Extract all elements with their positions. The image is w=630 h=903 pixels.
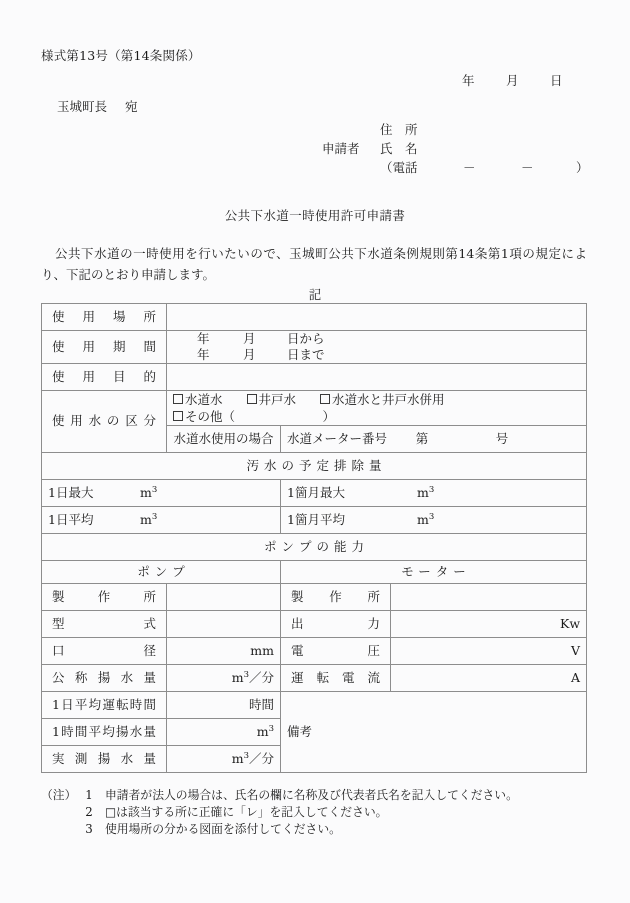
pump-hourly-avg-unit: $m^3$ — [256, 723, 274, 739]
tel-dash-2: － — [521, 160, 534, 175]
pump-maker-label-cell — [42, 584, 167, 611]
table-row-sewage-header — [42, 453, 587, 480]
intro-paragraph: 公共下水道の一時使用を行いたいので、玉城町公共下水道条例規則第14条第1項の規定により、下記のとおり申請します。 — [41, 246, 587, 282]
meter-number-cell[interactable] — [281, 426, 587, 453]
pump-maker-label: 製作所 — [52, 588, 156, 604]
date-year-label: 年 — [462, 73, 475, 88]
pump-bore-label: 口径 — [52, 642, 156, 658]
motor-voltage-label: 電圧 — [291, 642, 380, 658]
sewage-monthly-avg-label: 1箇月平均 — [287, 511, 345, 527]
pump-nominal-value-cell[interactable] — [167, 665, 281, 692]
pump-measured-value-cell[interactable] — [167, 746, 281, 773]
checkbox-tapwater[interactable] — [173, 391, 223, 408]
note-3-num: 3 — [85, 822, 93, 836]
meter-dai-label: 第 — [415, 430, 429, 446]
period-from-month: 月 — [243, 331, 256, 346]
telephone-field — [380, 158, 589, 177]
pump-nominal-label: 公称揚水量 — [52, 669, 156, 685]
checkbox-other-close: ） — [322, 409, 336, 424]
table-row-purpose — [42, 364, 587, 391]
pump-daily-hours-label-cell — [42, 692, 167, 719]
table-row-model-output — [42, 611, 587, 638]
pump-measured-label-cell — [42, 746, 167, 773]
place-label-cell — [42, 304, 167, 331]
table-row-sewage-avg — [42, 507, 587, 534]
place-label: 使用場所 — [52, 308, 156, 324]
checkbox-tapwater-label: 水道水 — [185, 392, 223, 407]
checkbox-both[interactable] — [320, 391, 445, 408]
motor-maker-label-cell — [281, 584, 391, 611]
note-row-1 — [41, 787, 601, 804]
table-row-water-class — [42, 391, 587, 426]
table-row-nominal-current — [42, 665, 587, 692]
address-label: 住 所 — [380, 122, 418, 137]
application-table — [41, 303, 587, 773]
notes-marker: （注） — [41, 788, 77, 802]
pump-section-title: ポンプの能力 — [42, 534, 587, 561]
period-to-year: 年 — [197, 347, 210, 362]
pump-model-value-cell[interactable] — [167, 611, 281, 638]
pump-bore-value-cell[interactable] — [167, 638, 281, 665]
sewage-daily-max-label: 1日最大 — [48, 484, 94, 500]
water-options-line-1 — [173, 391, 580, 408]
sewage-monthly-avg-unit: $m^3$ — [417, 511, 435, 527]
water-class-label-cell — [42, 391, 167, 453]
water-options-line-2 — [173, 408, 580, 425]
motor-current-unit: A — [571, 669, 581, 685]
remarks-label: 備考 — [287, 723, 313, 739]
purpose-label: 使用目的 — [52, 368, 156, 384]
table-row-daily-hours — [42, 692, 587, 719]
note-2-text: □は該当する所に正確に「レ」を記入してください。 — [105, 805, 388, 819]
remarks-cell[interactable] — [281, 692, 587, 773]
checkbox-box-icon — [247, 394, 257, 404]
period-label-cell — [42, 331, 167, 364]
motor-current-value-cell[interactable] — [391, 665, 587, 692]
sewage-section-title: 汚水の予定排除量 — [42, 453, 587, 480]
checkbox-other[interactable] — [173, 408, 235, 425]
sewage-daily-max-unit: $m^3$ — [140, 484, 158, 500]
pump-daily-hours-value-cell[interactable] — [167, 692, 281, 719]
water-options-cell — [167, 391, 587, 426]
motor-current-label-cell — [281, 665, 391, 692]
period-from-day: 日から — [287, 331, 325, 346]
tel-dash-1: － — [463, 160, 476, 175]
table-row-pump-motor-subheader — [42, 561, 587, 584]
pump-hourly-avg-value-cell[interactable] — [167, 719, 281, 746]
table-row-pump-header — [42, 534, 587, 561]
pump-daily-hours-unit: 時間 — [248, 696, 274, 712]
water-class-label: 使用水の区分 — [52, 413, 156, 429]
pump-model-label: 型式 — [52, 615, 156, 631]
pump-column-title: ポンプ — [42, 561, 281, 584]
motor-current-label: 運転電流 — [291, 669, 380, 685]
date-month-label: 月 — [505, 73, 519, 88]
pump-daily-hours-label: 1日平均運転時間 — [52, 696, 156, 712]
pump-bore-label-cell — [42, 638, 167, 665]
checkbox-box-icon — [173, 411, 183, 421]
meter-go-label: 号 — [495, 430, 509, 446]
checkbox-both-label: 水道水と井戸水併用 — [332, 392, 445, 407]
pump-measured-unit: $m^3/$分 — [231, 750, 274, 766]
name-label: 氏 名 — [380, 141, 418, 156]
pump-hourly-avg-label: 1時間平均揚水量 — [52, 723, 156, 739]
addressee-suffix: 宛 — [125, 99, 138, 114]
pump-nominal-label-cell — [42, 665, 167, 692]
pump-hourly-avg-label-cell — [42, 719, 167, 746]
pump-model-label-cell — [42, 611, 167, 638]
page-title: 公共下水道一時使用許可申請書 — [224, 208, 406, 223]
checkbox-wellwater-label: 井戸水 — [258, 392, 297, 407]
period-to-day: 日まで — [287, 347, 325, 362]
motor-maker-value-cell[interactable] — [391, 584, 587, 611]
tel-open-label: （電話 — [380, 160, 418, 175]
note-1-num: 1 — [85, 788, 93, 802]
date-line — [462, 71, 562, 89]
note-1-text: 申請者が法人の場合は、氏名の欄に名称及び代表者氏名を記入してください。 — [105, 788, 518, 802]
note-row-3 — [41, 821, 601, 838]
period-label: 使用期間 — [52, 338, 156, 354]
applicant-label: 申請者 — [322, 141, 360, 156]
motor-output-value-cell[interactable] — [391, 611, 587, 638]
date-day-label: 日 — [549, 73, 563, 88]
checkbox-wellwater[interactable] — [247, 391, 297, 408]
motor-output-label: 出力 — [291, 615, 380, 631]
sewage-daily-avg-cell[interactable] — [42, 507, 281, 534]
pump-maker-value-cell[interactable] — [167, 584, 281, 611]
ki-marker: 記 — [308, 287, 322, 302]
checkbox-other-label: その他（ — [185, 409, 236, 424]
period-from-year: 年 — [197, 331, 210, 346]
table-row-bore-voltage — [42, 638, 587, 665]
sewage-monthly-max-label: 1箇月最大 — [287, 484, 345, 500]
motor-column-title: モーター — [281, 561, 587, 584]
tel-close-label: ） — [576, 160, 589, 175]
checkbox-box-icon — [320, 394, 330, 404]
sewage-daily-avg-label: 1日平均 — [48, 511, 94, 527]
pump-nominal-unit: $m^3/$分 — [231, 669, 274, 685]
pump-bore-unit: mm — [250, 642, 274, 658]
table-row-period — [42, 331, 587, 364]
sewage-daily-max-cell[interactable] — [42, 480, 281, 507]
table-row-place — [42, 304, 587, 331]
motor-voltage-label-cell — [281, 638, 391, 665]
period-to-row — [173, 347, 580, 363]
notes-block — [41, 787, 601, 838]
motor-output-label-cell — [281, 611, 391, 638]
table-row-maker — [42, 584, 587, 611]
note-row-2 — [41, 804, 601, 821]
place-value-cell[interactable] — [167, 304, 587, 331]
note-2-num: 2 — [85, 805, 93, 819]
pump-measured-label: 実測揚水量 — [52, 750, 156, 766]
addressee — [57, 97, 138, 115]
sewage-monthly-max-cell[interactable] — [281, 480, 587, 507]
sewage-monthly-max-unit: $m^3$ — [417, 484, 435, 500]
period-value-cell[interactable] — [167, 331, 587, 364]
tapwater-case-label: 水道水使用の場合 — [173, 430, 274, 446]
meter-label: 水道メーター番号 — [287, 430, 388, 446]
form-number: 様式第13号（第14条関係） — [41, 48, 201, 63]
sewage-monthly-avg-cell[interactable] — [281, 507, 587, 534]
period-to-month: 月 — [243, 347, 256, 362]
tapwater-case-label-cell — [167, 426, 281, 453]
checkbox-box-icon — [173, 394, 183, 404]
motor-voltage-unit: V — [571, 642, 581, 658]
table-row-sewage-max — [42, 480, 587, 507]
note-3-text: 使用場所の分かる図面を添付してください。 — [105, 822, 341, 836]
motor-maker-label: 製作所 — [291, 588, 380, 604]
addressee-name: 玉城町長 — [57, 99, 108, 114]
purpose-value-cell[interactable] — [167, 364, 587, 391]
purpose-label-cell — [42, 364, 167, 391]
period-from-row — [173, 331, 580, 347]
motor-output-unit: Kw — [559, 615, 581, 631]
sewage-daily-avg-unit: $m^3$ — [140, 511, 158, 527]
motor-voltage-value-cell[interactable] — [391, 638, 587, 665]
